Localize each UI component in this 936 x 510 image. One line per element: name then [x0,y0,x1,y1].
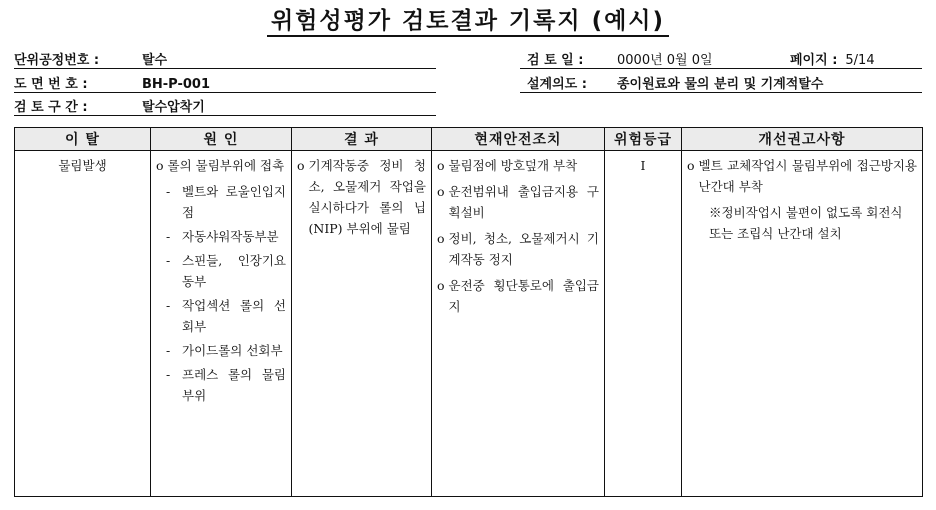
design-intent-value: 종이원료와 물의 분리 및 기계적탈수 [617,77,824,92]
unit-process-label: 단위공정번호 : [14,53,100,68]
header-divider [14,92,436,93]
risk-grade-value: I [640,158,646,173]
drawing-no-label: 도 면 번 호 : [14,77,88,92]
design-intent-row [527,73,823,92]
cause-sub-item: - 작업섹션 롤의 선회부 [166,298,286,334]
unit-process-row [14,49,167,68]
deviation-text: 물림발생 [58,158,107,173]
review-date-label: 검 토 일 : [527,53,584,68]
header-cause: 원 인 [151,128,292,151]
header-divider [14,68,436,69]
page-number-row [790,49,875,68]
review-table [14,127,923,497]
review-date-value: 0000년 0월 0일 [617,53,713,68]
review-section-label: 검 토 구 간 : [14,100,88,115]
review-section-row [14,96,205,115]
page-value: 5/14 [845,53,875,68]
risk-grade-cell [605,151,682,497]
review-date-row [527,49,713,68]
table-header-row [15,128,923,151]
review-section-value: 탈수압착기 [142,100,205,115]
recommendation-item [687,155,917,197]
page-title: 위험성평가 검토결과 기록지 (예시) [0,2,936,35]
bullet-marker: o [687,158,695,173]
header-recommendation: 개선권고사항 [682,128,923,151]
safety-measures-cell [432,151,605,497]
header-deviation: 이 탈 [15,128,151,151]
cause-main-text: 롤의 물림부위에 접촉 [167,158,285,173]
page-label: 페이지 : [790,53,838,68]
cause-main [156,155,286,176]
design-intent-label: 설계의도 : [527,77,587,92]
header-divider [520,68,922,69]
header-safety-measures: 현재안전조치 [432,128,605,151]
cause-sub-item: - 자동샤워작동부분 [166,229,279,244]
consequence-item [297,155,426,239]
drawing-no-value: BH-P-001 [142,77,211,92]
header-divider [14,115,436,116]
table-row [15,151,923,497]
drawing-no-row [14,73,210,92]
safety-measure-item: o 운전중 횡단통로에 출입금지 [437,278,599,314]
safety-measure-item: o 물림점에 방호덮개 부착 [437,158,578,173]
header-divider [520,92,922,93]
cause-sub-item: - 벨트와 로울인입지점 [166,184,286,220]
recommendation-text: 벨트 교체작업시 물림부위에 접근방지용 난간대 부착 [698,158,917,194]
bullet-marker: o [297,158,305,173]
recommendation-note: ※정비작업시 불편이 없도록 회전식 또는 조립식 난간대 설치 [709,205,903,241]
header-risk-grade: 위험등급 [605,128,682,151]
cause-cell [151,151,292,497]
cause-sub-item: - 프레스 롤의 물림부위 [166,367,286,403]
safety-measure-item: o 운전범위내 출입금지용 구획설비 [437,184,599,220]
consequence-cell [292,151,432,497]
consequence-text: 기계작동중 정비 청소, 오물제거 작업을 실시하다가 롤의 닙(NIP) 부위에 물림 [308,158,426,236]
cause-sub-item: - 가이드롤의 선회부 [166,343,283,358]
cause-sub-item: - 스핀들, 인장기요동부 [166,253,286,289]
unit-process-value: 탈수 [142,53,168,68]
safety-measure-item: o 정비, 청소, 오물제거시 기계작동 정지 [437,231,599,267]
deviation-cell [15,151,151,497]
header-consequence: 결 과 [292,128,432,151]
recommendation-cell [682,151,923,497]
bullet-marker: o [156,158,164,173]
